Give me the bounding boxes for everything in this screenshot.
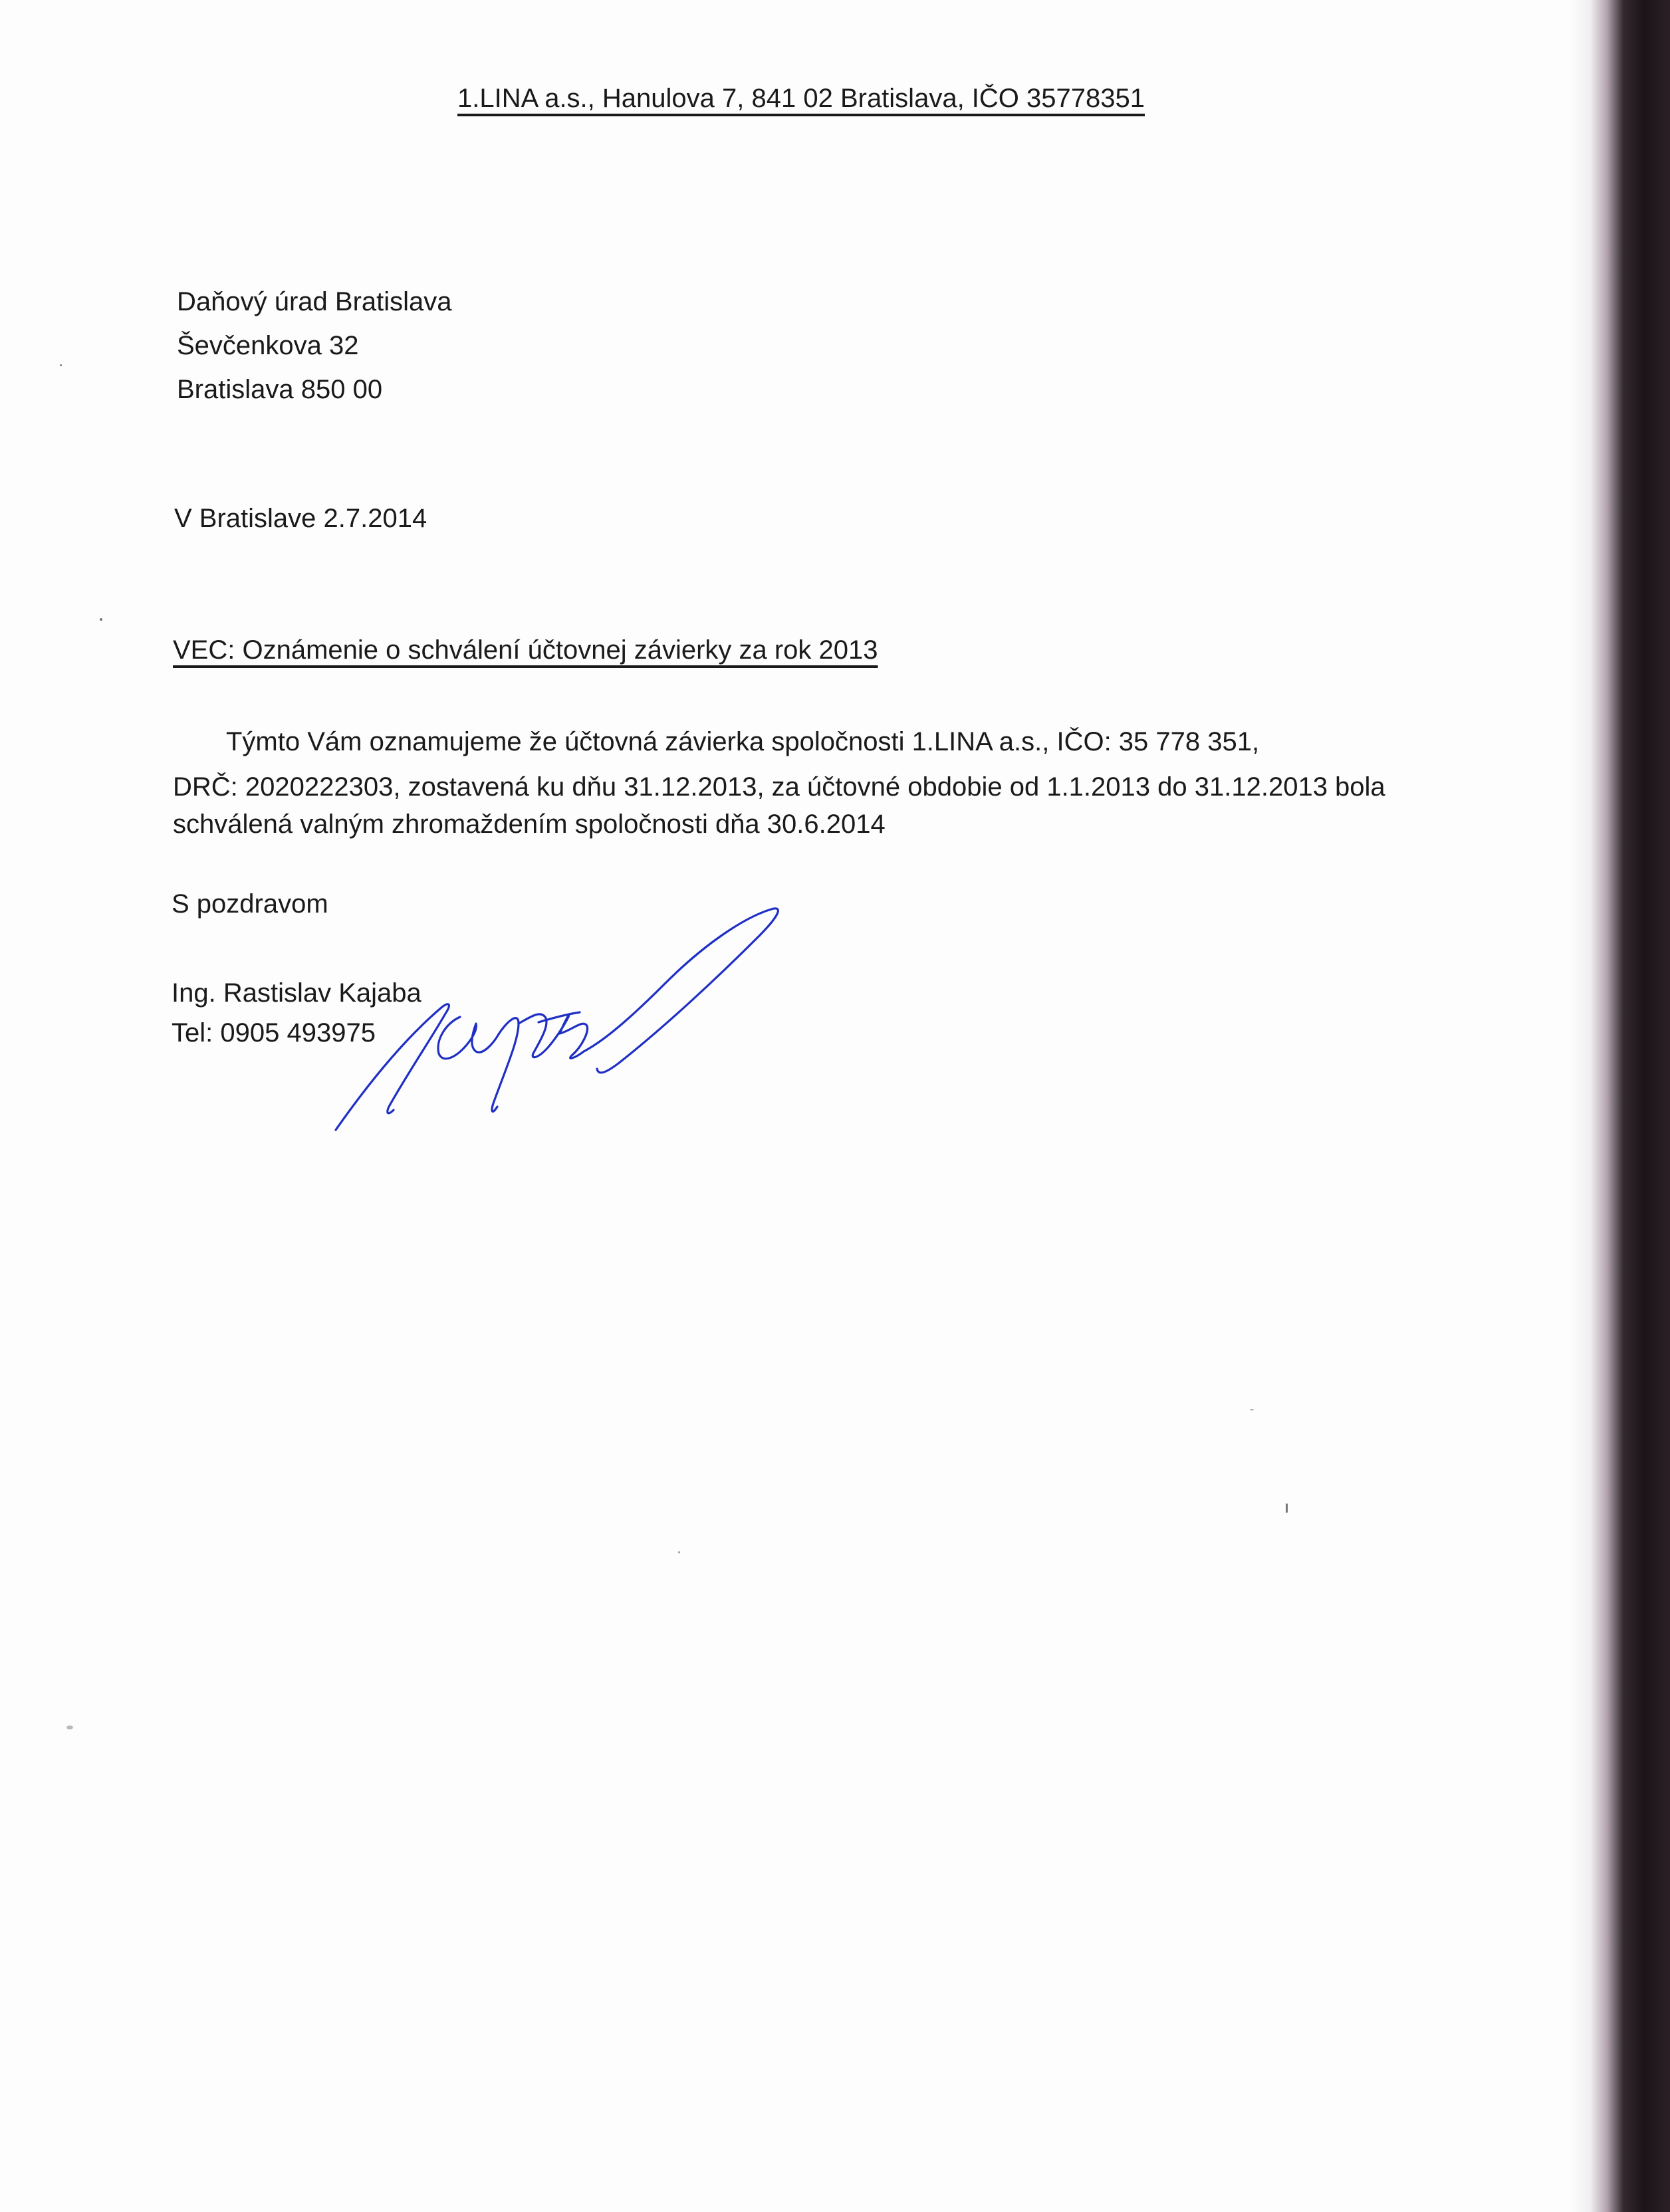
scan-edge-shadow: [1570, 0, 1670, 2212]
recipient-name: Daňový úrad Bratislava: [177, 287, 452, 316]
subject-line: VEC: Oznámenie o schválení účtovnej závierky za rok 2013: [173, 635, 878, 665]
scan-speck: [1250, 1409, 1254, 1410]
body-line: DRČ: 2020222303, zostavená ku dňu 31.12.2013, za účtovné obdobie od 1.1.2013 do 31.12.2013 bola: [173, 772, 1385, 802]
place-date: V Bratislave 2.7.2014: [174, 504, 427, 533]
recipient-street: Ševčenkova 32: [177, 331, 359, 360]
signer-name: Ing. Rastislav Kajaba: [172, 978, 421, 1008]
company-header: 1.LINA a.s., Hanulova 7, 841 02 Bratislava, IČO 35778351: [457, 84, 1145, 113]
signer-phone: Tel: 0905 493975: [172, 1018, 376, 1048]
scan-speck: [678, 1551, 680, 1553]
handwritten-signature: [319, 904, 824, 1183]
body-line: Týmto Vám oznamujeme že účtovná závierka spoločnosti 1.LINA a.s., IČO: 35 778 351,: [226, 727, 1260, 756]
greeting: S pozdravom: [172, 889, 328, 919]
scan-speck: [1286, 1503, 1288, 1513]
recipient-city: Bratislava 850 00: [177, 375, 383, 404]
scan-speck: [66, 1725, 73, 1729]
body-line: schválená valným zhromaždením spoločnosti dňa 30.6.2014: [173, 810, 886, 839]
scan-speck: [60, 364, 62, 366]
scan-speck: [100, 618, 102, 621]
